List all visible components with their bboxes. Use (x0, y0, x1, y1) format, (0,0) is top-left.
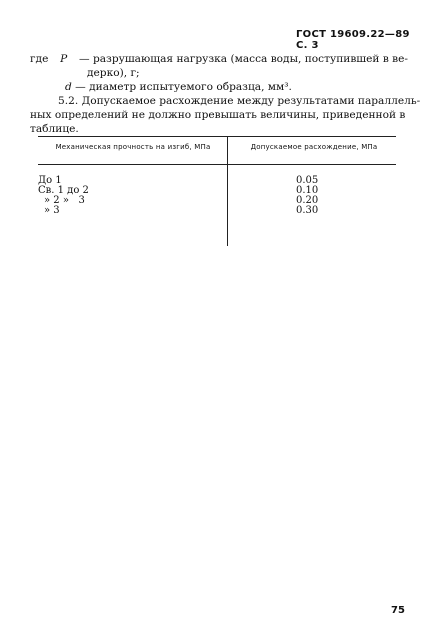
line3-rest: — диаметр испытуемого образца, мм³. (75, 81, 292, 93)
table-cell-strength: » 3 (44, 205, 60, 216)
table-cell-tolerance: 0.30 (296, 205, 319, 216)
table-header-tolerance: Допускаемое расхождение, МПа (250, 143, 378, 151)
table-header-rule (38, 164, 396, 165)
paragraph-line-5: ных определений не должно превышать величины, приведенной в (30, 109, 406, 121)
line1-rest: — разрушающая нагрузка (масса воды, поступившей в ве- (78, 53, 408, 65)
document-header: ГОСТ 19609.22—89 С. 3 (296, 29, 410, 51)
page-number: 75 (391, 605, 405, 616)
paragraph-line-6: таблице. (30, 123, 79, 135)
table-column-divider (227, 136, 228, 246)
table-cell-tolerance: 0.20 (296, 195, 319, 206)
variable-p: P (60, 53, 68, 65)
table-cell-strength: До 1 (38, 175, 62, 186)
paragraph-line-3 (65, 80, 292, 94)
variable-d: d (65, 81, 72, 93)
table-cell-strength: » 2 » 3 (44, 195, 85, 206)
paragraph-line-1 (30, 52, 408, 66)
table-cell-tolerance: 0.05 (296, 175, 319, 186)
paragraph-line-2: дерко), г; (87, 67, 140, 79)
word-gde: где (30, 53, 49, 65)
table-cell-tolerance: 0.10 (296, 185, 319, 196)
table-cell-strength: Св. 1 до 2 (38, 185, 89, 196)
table-top-rule (38, 136, 396, 137)
paragraph-line-4: 5.2. Допускаемое расхождение между результатами параллель- (58, 95, 421, 107)
table-header-strength: Механическая прочность на изгиб, МПа (55, 143, 211, 151)
